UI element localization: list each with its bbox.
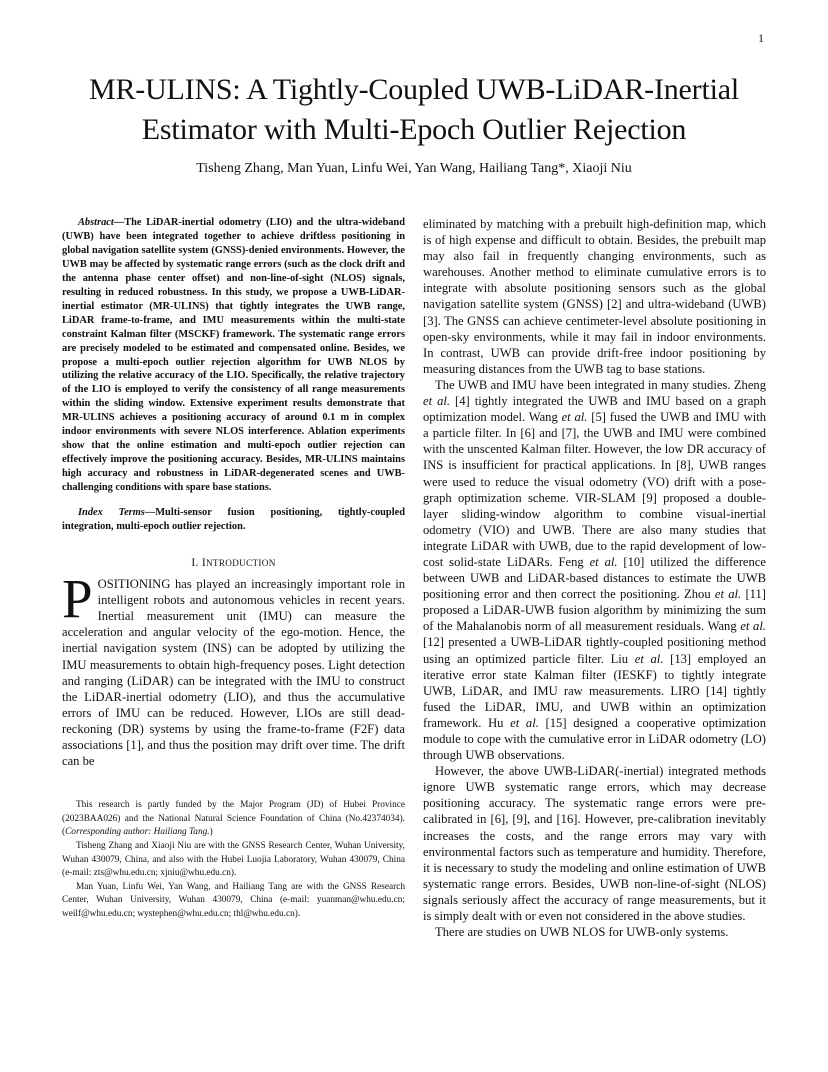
abstract <box>62 216 405 495</box>
abstract-label: Abstract— <box>78 217 125 228</box>
abstract-text: The LiDAR-inertial odometry (LIO) and the ultra-wideband (UWB) have been integrated together to achieve driftless positioning in global navigation satellite system (GNSS)-denied environments. However, the UWB may be affected by systematic range errors (such as the clock drift and the antenna phase center offset) and non-line-of-sight (NLOS) signals, resulting in reduced robustness. In this study, we propose a UWB-LiDAR-inertial estimator (MR-ULINS) that tightly integrates the UWB range, LiDAR frame-to-frame, and IMU measurements within the multi-state constraint Kalman filter (MSCKF) framework. The systematic range errors are precisely modeled to be estimated and compensated online. Besides, we propose a multi-epoch outlier rejection algorithm for UWB NLOS by utilizing the relative accuracy of the LIO. Specifically, the relative trajectory of the LIO is employed to verify the consistency of all range measurements within the sliding window. Extensive experiment results demonstrate that MR-ULINS achieves a positioning accuracy of around 0.1 m in complex indoor environments with severe NLOS interference. Ablation experiments show that the online estimation and multi-epoch outlier rejection can effectively improve the positioning accuracy. Besides, MR-ULINS maintains high accuracy and robustness in LiDAR-degenerated scenes and UWB-challenging conditions with spare base stations. <box>62 217 405 494</box>
author-list: Tisheng Zhang, Man Yuan, Linfu Wei, Yan Wang, Hailiang Tang*, Xiaoji Niu <box>196 161 632 176</box>
footnotes <box>62 799 405 921</box>
body-paragraph-4: There are studies on UWB NLOS for UWB-only systems. <box>435 925 729 940</box>
affiliation-note-2: Man Yuan, Linfu Wei, Yan Wang, and Hailiang Tang are with the GNSS Research Center, Wuhan University, Wuhan 430079, China (e-mail: yuanman@whu.edu.cn; weilf@whu.edu.cn; wystephen@whu.edu.cn; thl@whu.edu.cn). <box>62 881 405 919</box>
drop-cap: P <box>62 568 93 630</box>
page-number: 1 <box>758 31 764 45</box>
body-paragraph-1: eliminated by matching with a prebuilt high-definition map, which is of high expense and difficult to obtain. Besides, the prebuilt map may also fail in frequently changing environments, such as warehouses. Another method to eliminate cumulative errors is to integrate with absolute positioning sensors such as the global navigation satellite system (GNSS) [2] and ultra-wideband (UWB) [3]. The GNSS can achieve centimeter-level absolute positioning in open-sky environments, while it may fail in indoor environments. In contrast, UWB can provide drift-free indoor positioning by measuring distances from the UWB tag to base stations. <box>423 217 766 376</box>
index-terms-text: —Multi-sensor fusion positioning, tightly-coupled integration, multi-epoch outlier rejection. <box>62 507 405 533</box>
body-paragraph-3: However, the above UWB-LiDAR(-inertial) integrated methods ignore UWB systematic range errors, which may decrease positioning accuracy. The systematic range errors were pre-calibrated in [6], [9], and [16]. However, pre-calibration inevitably increases the costs, and the range errors may vary with environmental factors such as temperature and humidity. Therefore, it is necessary to study the modeling and online estimation of UWB systematic range errors. Besides, UWB non-line-of-sight (NLOS) signals seriously affect the accuracy of range measurements, but it is simply dealt with or even not considered in the above studies. <box>423 764 766 924</box>
affiliation-note-1: Tisheng Zhang and Xiaoji Niu are with the GNSS Research Center, Wuhan University, Wuhan 430079, China, and also with the Hubei Luojia Laboratory, Wuhan 430079, China (e-mail: zts@whu.edu.cn; xjniu@whu.edu.cn). <box>62 840 405 879</box>
index-terms-label: Index Terms <box>78 507 145 519</box>
paper-title: MR-ULINS: A Tightly-Coupled UWB-LiDAR-Inertial Estimator with Multi-Epoch Outlier Rejection <box>89 73 739 146</box>
index-terms <box>62 506 405 534</box>
funding-note: This research is partly funded by the Major Program (JD) of Hubei Province (2023BAA026) and the National Natural Science Foundation of China (No.42374034). (Corresponding author: Hailiang Tang.) <box>62 800 405 838</box>
intro-paragraph: POSITIONING has played an increasingly important role in intelligent robots and autonomous vehicles in recent years. Inertial measurement unit (IMU) can measure the acceleration and angular velocity of the ego-motion. Hence, the inertial navigation system (INS) can be adopted by utilizing the IMU measurements to obtain high-frequency poses. Light detection and ranging (LiDAR) can be integrated with the IMU to construct the LiDAR-inertial odometry (LIO), and thus the accumulative errors of IMU can be reduced. However, LIOs are still dead-reckoning (DR) systems by using the frame-to-frame (F2F) data associations [1], and thus the position may drift over time. The drift can be <box>62 568 405 769</box>
left-column <box>62 216 405 922</box>
right-column <box>423 216 766 940</box>
body-paragraph-2: The UWB and IMU have been integrated in many studies. Zheng et al. [4] tightly integrated the UWB and IMU based on a graph optimization model. Wang et al. [5] fused the UWB and IMU with a particle filter. In [6] and [7], the UWB and IMU were combined with the unscented Kalman filter. However, the low DR accuracy of INS is insufficient for practical applications. In [8], UWB ranges were used to reduce the visual odometry (VO) drift with a pose-graph optimization scheme. VIR-SLAM [9] proposed a double-layer sliding-window algorithm to combine visual-inertial odometry (VIO) and UWB. There are also many studies that integrate LiDAR with UWB, due to the rapid development of low-cost solid-state LiDARs. Feng et al. [10] utilized the difference between UWB and LiDAR-based distances to estimate the UWB positioning error and then correct the positioning. Zhou et al. [11] proposed a LiDAR-UWB fusion algorithm by minimizing the sum of the Mahalanobis norm of all measurement residuals. Wang et al. [12] presented a UWB-LiDAR tightly-coupled positioning method using an optimized particle filter. Liu et al. [13] employed an iterative error state Kalman filter (IESKF) to tightly integrate UWB, LiDAR, and IMU raw measurements. LIRO [14] tightly fused the LiDAR, IMU, and UWB within an optimization framework. Hu et al. [15] designed a cooperative optimization module to cope with the cumulative error in LiDAR odometry (LO) through UWB observations. <box>423 377 766 763</box>
section-heading-introduction: I. INTRODUCTION <box>191 556 276 569</box>
